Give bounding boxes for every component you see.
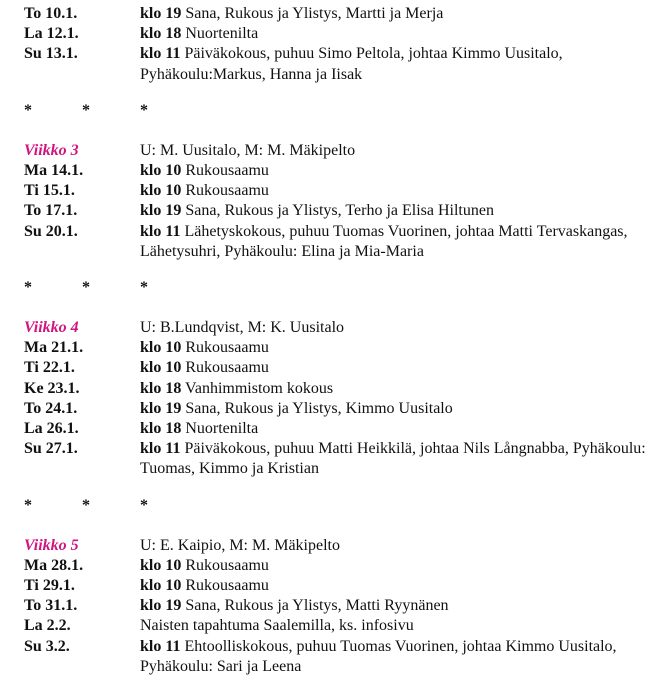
week-block xyxy=(24,536,654,677)
event-row xyxy=(24,338,654,358)
event-row xyxy=(24,556,654,576)
event-row xyxy=(24,637,654,677)
separator-star: * xyxy=(82,101,90,119)
event-day: To 24.1. xyxy=(24,399,78,417)
event-text: Naisten tapahtuma Saalemilla, ks. infosivu xyxy=(140,617,414,635)
week-header-row xyxy=(24,318,654,338)
event-text: Rukousaamu xyxy=(181,162,269,180)
section-separator xyxy=(24,496,654,516)
event-description xyxy=(140,181,654,201)
week-duty-roster: U: M. Uusitalo, M: M. Mäkipelto xyxy=(140,141,356,159)
event-day: Ma 21.1. xyxy=(24,339,84,357)
event-description xyxy=(140,24,654,44)
event-time: klo 11 xyxy=(140,45,181,63)
event-description xyxy=(140,358,654,378)
separator-star: * xyxy=(24,496,32,514)
event-time: klo 18 xyxy=(140,25,182,43)
separator-star: * xyxy=(140,101,148,119)
event-description xyxy=(140,439,654,479)
event-description xyxy=(140,419,654,439)
event-time: klo 19 xyxy=(140,399,182,417)
event-text: Nuortenilta xyxy=(181,420,259,438)
event-description xyxy=(140,161,654,181)
event-day: La 2.2. xyxy=(24,617,71,635)
week-block xyxy=(24,141,654,262)
event-text: Ehtoolliskokous, puhuu Tuomas Vuorinen, johtaa Kimmo Uusitalo, Pyhäkoulu: Sari ja Leena xyxy=(140,637,621,675)
separator-star: * xyxy=(24,101,32,119)
event-day: To 10.1. xyxy=(24,5,78,22)
event-row xyxy=(24,4,654,24)
event-row xyxy=(24,358,654,378)
event-text: Rukousaamu xyxy=(181,182,269,200)
event-row xyxy=(24,222,654,262)
separator-star: * xyxy=(24,279,32,297)
event-row xyxy=(24,161,654,181)
week-block xyxy=(24,318,654,480)
event-text: Rukousaamu xyxy=(181,577,269,595)
event-time: klo 10 xyxy=(140,577,182,595)
event-day: Su 20.1. xyxy=(24,222,78,240)
event-day: Ti 22.1. xyxy=(24,359,75,377)
event-day: Ti 15.1. xyxy=(24,182,75,200)
section-separator xyxy=(24,101,654,121)
event-day: To 31.1. xyxy=(24,597,78,615)
week-header-row xyxy=(24,141,654,161)
event-time: klo 10 xyxy=(140,182,182,200)
event-time: klo 10 xyxy=(140,556,182,574)
event-day: La 12.1. xyxy=(24,25,79,43)
event-description xyxy=(140,44,654,84)
event-description xyxy=(140,556,654,576)
event-text: Päiväkokous, puhuu Matti Heikkilä, johtaa Nils Långnabba, Pyhäkoulu: Tuomas, Kimmo ja Kristian xyxy=(140,440,650,478)
event-description xyxy=(140,576,654,596)
event-time: klo 11 xyxy=(140,440,181,458)
week-header-row xyxy=(24,536,654,556)
separator-star: * xyxy=(82,496,90,514)
event-day: To 17.1. xyxy=(24,202,78,220)
event-time: klo 10 xyxy=(140,339,182,357)
event-time: klo 18 xyxy=(140,420,182,438)
event-row xyxy=(24,439,654,479)
event-row xyxy=(24,419,654,439)
event-text: Nuortenilta xyxy=(181,25,259,43)
event-description xyxy=(140,616,654,636)
event-text: Vanhimmistom kokous xyxy=(181,379,334,397)
event-text: Päiväkokous, puhuu Simo Peltola, johtaa Kimmo Uusitalo, Pyhäkoulu:Markus, Hanna ja Iisak xyxy=(140,45,567,83)
event-row xyxy=(24,596,654,616)
section-separator xyxy=(24,278,654,298)
event-time: klo 11 xyxy=(140,637,181,655)
event-day: Ke 23.1. xyxy=(24,379,80,397)
event-row xyxy=(24,379,654,399)
separator-star: * xyxy=(140,496,148,514)
event-description xyxy=(140,637,654,677)
event-description xyxy=(140,596,654,616)
event-text: Sana, Rukous ja Ylistys, Matti Ryynänen xyxy=(181,597,449,615)
event-day: Su 27.1. xyxy=(24,440,78,458)
event-day: Ma 14.1. xyxy=(24,162,84,180)
event-day: Ti 29.1. xyxy=(24,577,75,595)
event-row xyxy=(24,24,654,44)
event-row xyxy=(24,576,654,596)
event-description xyxy=(140,379,654,399)
event-day: Su 3.2. xyxy=(24,637,70,655)
week-block xyxy=(24,4,654,85)
event-row xyxy=(24,616,654,636)
schedule xyxy=(24,4,654,677)
event-time: klo 11 xyxy=(140,222,181,240)
event-time: klo 19 xyxy=(140,5,182,22)
event-text: Sana, Rukous ja Ylistys, Terho ja Elisa Hiltunen xyxy=(181,202,494,220)
week-title: Viikko 5 xyxy=(24,536,79,554)
event-text: Sana, Rukous ja Ylistys, Kimmo Uusitalo xyxy=(181,399,453,417)
event-time: klo 10 xyxy=(140,359,182,377)
event-day: Ma 28.1. xyxy=(24,556,84,574)
event-time: klo 18 xyxy=(140,379,182,397)
event-description xyxy=(140,338,654,358)
event-row xyxy=(24,399,654,419)
event-text: Sana, Rukous ja Ylistys, Martti ja Merja xyxy=(181,5,444,22)
event-description xyxy=(140,201,654,221)
event-time: klo 19 xyxy=(140,202,182,220)
event-text: Rukousaamu xyxy=(181,339,269,357)
week-duty-roster: U: B.Lundqvist, M: K. Uusitalo xyxy=(140,319,345,337)
event-row xyxy=(24,201,654,221)
separator-star: * xyxy=(140,279,148,297)
event-day: La 26.1. xyxy=(24,420,79,438)
separator-star: * xyxy=(82,279,90,297)
event-description xyxy=(140,4,654,24)
week-title: Viikko 3 xyxy=(24,141,79,159)
event-day: Su 13.1. xyxy=(24,45,78,63)
event-time: klo 10 xyxy=(140,162,182,180)
week-title: Viikko 4 xyxy=(24,319,79,337)
event-description xyxy=(140,399,654,419)
event-description xyxy=(140,222,654,262)
event-text: Rukousaamu xyxy=(181,556,269,574)
event-time: klo 19 xyxy=(140,597,182,615)
event-text: Lähetyskokous, puhuu Tuomas Vuorinen, johtaa Matti Tervaskangas, Lähetysuhri, Pyhäkoulu: Elina ja Mia-Maria xyxy=(140,222,632,260)
event-text: Rukousaamu xyxy=(181,359,269,377)
week-duty-roster: U: E. Kaipio, M: M. Mäkipelto xyxy=(140,536,340,554)
event-row xyxy=(24,181,654,201)
event-row xyxy=(24,44,654,84)
